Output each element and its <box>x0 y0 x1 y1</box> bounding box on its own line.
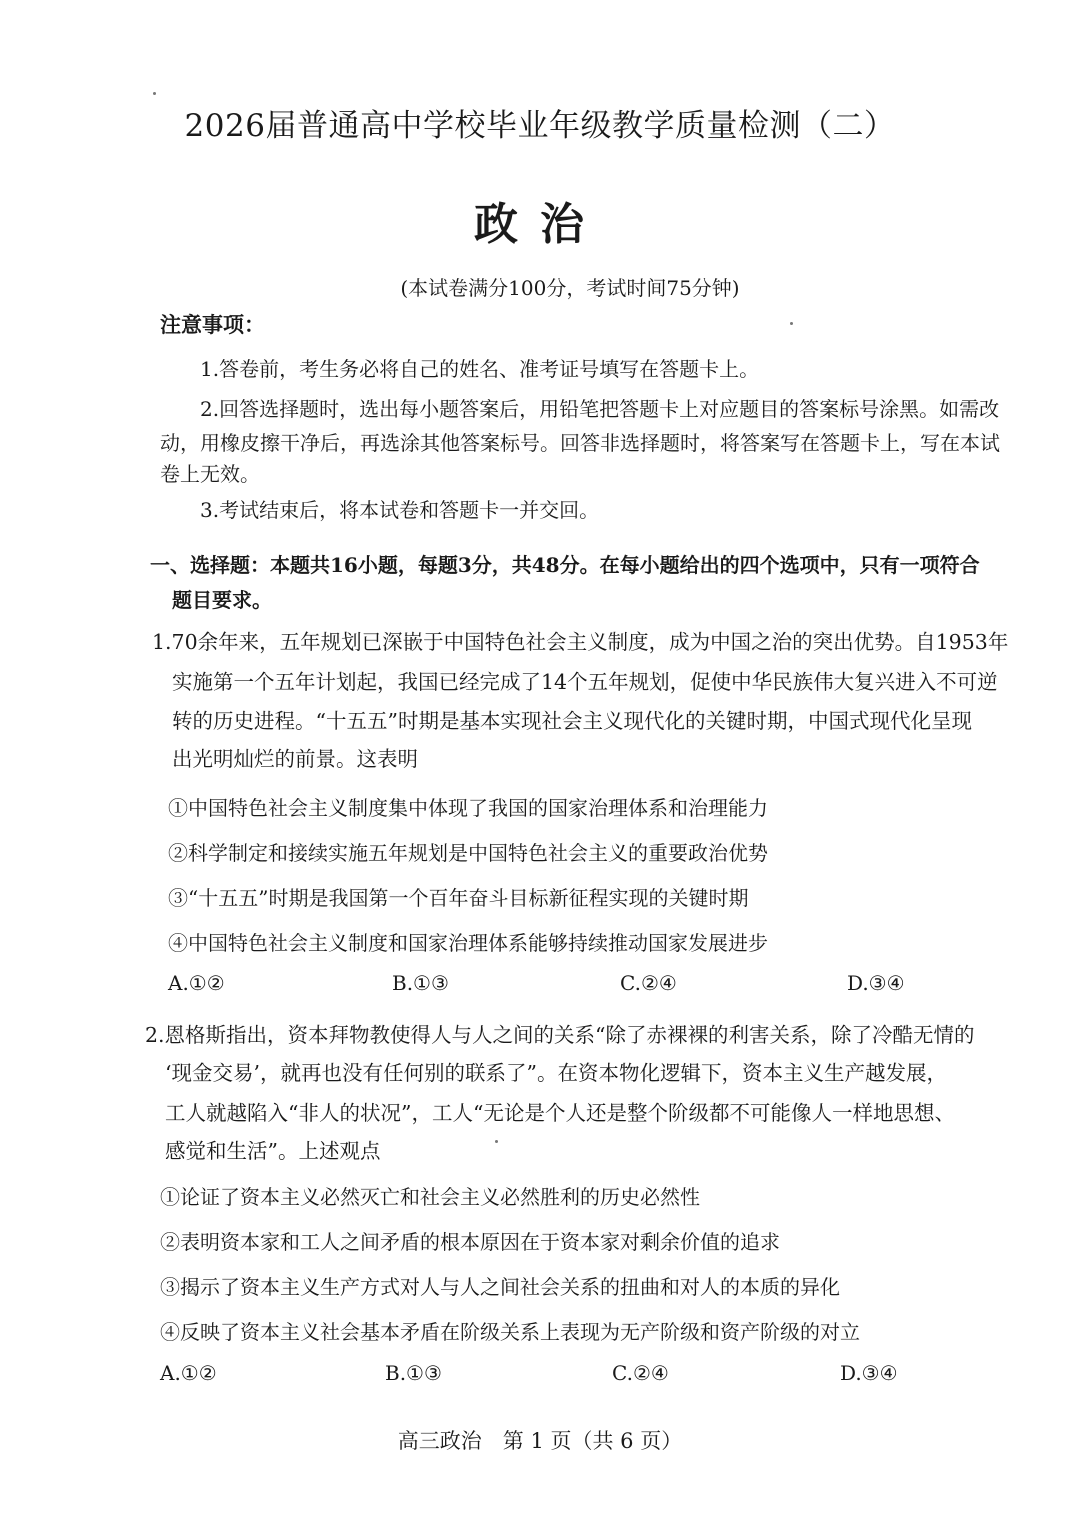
notice-line-5: 3.考试结束后，将本试卷和答题卡一并交回。 <box>200 498 600 522</box>
exam-note: (本试卷满分100分，考试时间75分钟) <box>400 276 740 300</box>
notice-line-4: 卷上无效。 <box>160 462 260 486</box>
question-stem-line: 工人就越陷入“非人的状况”，工人“无论是个人还是整个阶级都不可能像人一样地思想、 <box>165 1101 955 1125</box>
subject-title: 政治 <box>474 199 606 250</box>
question-stem-line: 实施第一个五年计划起，我国已经完成了14个五年规划，促使中华民族伟大复兴进入不可逆 <box>172 670 998 694</box>
answer-choice-a: A.①② <box>168 971 225 995</box>
question-option: ④中国特色社会主义制度和国家治理体系能够持续推动国家发展进步 <box>168 931 768 955</box>
question-option: ②科学制定和接续实施五年规划是中国特色社会主义的重要政治优势 <box>168 841 768 865</box>
notice-line-1: 1.答卷前，考生务必将自己的姓名、准考证号填写在答题卡上。 <box>200 357 760 381</box>
scan-speck <box>495 1140 498 1143</box>
notice-line-3: 动，用橡皮擦干净后，再选涂其他答案标号。回答非选择题时，将答案写在答题卡上，写在本试 <box>160 431 1000 455</box>
section-heading-line-2: 题目要求。 <box>172 588 272 612</box>
notice-line-2: 2.回答选择题时，选出每小题答案后，用铅笔把答题卡上对应题目的答案标号涂黑。如需改 <box>200 397 1000 421</box>
scan-speck <box>790 322 793 325</box>
answer-choice-d: D.③④ <box>840 1361 898 1385</box>
question-stem-line: 2.恩格斯指出，资本拜物教使得人与人之间的关系“除了赤裸裸的利害关系，除了冷酷无情的 <box>145 1023 975 1047</box>
page-footer: 高三政治 第 1 页（共 6 页） <box>397 1429 683 1453</box>
question-option: ③“十五五”时期是我国第一个百年奋斗目标新征程实现的关键时期 <box>168 886 749 910</box>
exam-title: 2026届普通高中学校毕业年级教学质量检测（二） <box>184 108 896 144</box>
answer-choice-d: D.③④ <box>847 971 905 995</box>
answer-choice-b: B.①③ <box>385 1361 442 1385</box>
question-option: ④反映了资本主义社会基本矛盾在阶级关系上表现为无产阶级和资产阶级的对立 <box>160 1320 860 1344</box>
scan-speck <box>153 92 156 95</box>
question-stem-line: 感觉和生活”。上述观点 <box>165 1139 381 1163</box>
question-stem-line: 出光明灿烂的前景。这表明 <box>172 747 418 771</box>
question-option: ①中国特色社会主义制度集中体现了我国的国家治理体系和治理能力 <box>168 796 768 820</box>
question-stem-line: 1.70余年来，五年规划已深嵌于中国特色社会主义制度，成为中国之治的突出优势。自1953年 <box>152 630 1009 654</box>
answer-choice-c: C.②④ <box>620 971 677 995</box>
section-heading-line-1: 一、选择题：本题共16小题，每题3分，共48分。在每小题给出的四个选项中，只有一项符合 <box>150 553 980 577</box>
answer-choice-a: A.①② <box>160 1361 217 1385</box>
question-option: ①论证了资本主义必然灭亡和社会主义必然胜利的历史必然性 <box>160 1185 700 1209</box>
notice-heading: 注意事项： <box>160 312 265 337</box>
answer-choice-c: C.②④ <box>612 1361 669 1385</box>
answer-choice-b: B.①③ <box>392 971 449 995</box>
question-stem-line: ‘现金交易’，就再也没有任何别的联系了”。在资本物化逻辑下，资本主义生产越发展， <box>165 1061 948 1085</box>
question-option: ③揭示了资本主义生产方式对人与人之间社会关系的扭曲和对人的本质的异化 <box>160 1275 840 1299</box>
question-stem-line: 转的历史进程。“十五五”时期是基本实现社会主义现代化的关键时期，中国式现代化呈现 <box>172 709 972 733</box>
question-option: ②表明资本家和工人之间矛盾的根本原因在于资本家对剩余价值的追求 <box>160 1230 780 1254</box>
